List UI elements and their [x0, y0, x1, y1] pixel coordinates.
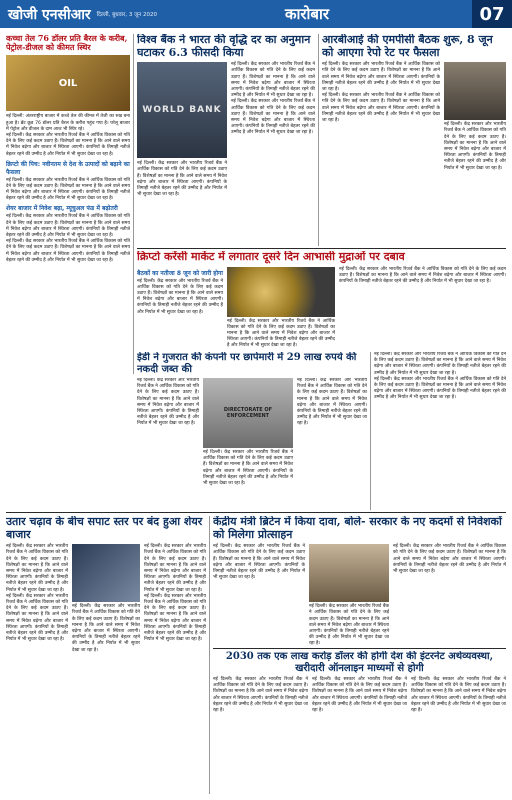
- rbi-body-2: नई दिल्ली। केंद्र सरकार और भारतीय रिजर्व बैंक ने आर्थिक विकास को गति देने के लिए कई कदम उठाए हैं। विशेषज्ञों का मानना है कि आने वाले समय में निवेश बढ़ेगा और बाजार में स्थिरता आएगी। कंपनियों के तिमाही नतीजे बेहतर रहने की उम्मीद है और निर्यात में भी सुधार देखा जा रहा है।: [322, 93, 440, 123]
- right-mid-body-2: नई दिल्ली। केंद्र सरकार और भारतीय रिजर्व बैंक ने आर्थिक विकास को गति देने के लिए कई कदम उठाए हैं। विशेषज्ञों का मानना है कि आने वाले समय में निवेश बढ़ेगा और बाजार में स्थिरता आएगी। कंपनियों के तिमाही नतीजे बेहतर रहने की उम्मीद है और निर्यात में भी सुधार देखा जा रहा है।: [374, 376, 506, 401]
- oil-body: नई दिल्ली: अंतरराष्ट्रीय बाजार में कच्चे तेल की कीमत में तेजी का रुख बना हुआ है। ब्रेंट क्रूड 76 डॉलर प्रति बैरल के करीब पहुंच गया है। घरेलू बाजार में पेट्रोल और डीजल के दाम आज भी स्थिर रहे।: [6, 114, 130, 132]
- market-headline: उतार चढ़ाव के बीच सपाट स्तर पर बंद हुआ शेयर बाजार: [6, 516, 203, 541]
- ed-headline: ईडी ने गुजरात की कंपनी पर छापेमारी में 29 लाख रुपये की नकदी जब्त की: [137, 352, 357, 374]
- divider: [209, 516, 210, 794]
- ed-headline-wrap: [137, 352, 367, 374]
- market-body-3b: नई दिल्ली। केंद्र सरकार और भारतीय रिजर्व बैंक ने आर्थिक विकास को गति देने के लिए कई कदम उठाए हैं। विशेषज्ञों का मानना है कि आने वाले समय में निवेश बढ़ेगा और बाजार में स्थिरता आएगी। कंपनियों के तिमाही नतीजे बेहतर रहने की उम्मीद है और निर्यात में भी सुधार देखा जा रहा है।: [144, 593, 206, 643]
- crypto-pitch-subhead: क्रिप्टो की पिच: नवीनतम से देश के उत्पादों को बढ़ाने का फैसला: [6, 160, 130, 176]
- crypto-pitch-body: नई दिल्ली। केंद्र सरकार और भारतीय रिजर्व बैंक ने आर्थिक विकास को गति देने के लिए कई कदम उठाए हैं। विशेषज्ञों का मानना है कि आने वाले समय में निवेश बढ़ेगा और बाजार में स्थिरता आएगी। कंपनियों के तिमाही नतीजे बेहतर रहने की उम्मीद है और निर्यात में भी सुधार देखा जा रहा है।: [6, 177, 130, 202]
- world-bank-body-2: नई दिल्ली। केंद्र सरकार और भारतीय रिजर्व बैंक ने आर्थिक विकास को गति देने के लिए कई कदम उठाए हैं। विशेषज्ञों का मानना है कि आने वाले समय में निवेश बढ़ेगा और बाजार में स्थिरता आएगी। कंपनियों के तिमाही नतीजे बेहतर रहने की उम्मीद है और निर्यात में भी सुधार देखा जा रहा है।: [231, 62, 315, 99]
- crypto-headline: क्रिप्टो करेंसी मार्केट में लगातार दूसरे दिन आभासी मुद्राओं पर दबाव: [137, 251, 405, 263]
- page-number: 07: [472, 0, 512, 28]
- world-bank-body-3: नई दिल्ली। केंद्र सरकार और भारतीय रिजर्व बैंक ने आर्थिक विकास को गति देने के लिए कई कदम उठाए हैं। विशेषज्ञों का मानना है कि आने वाले समय में निवेश बढ़ेगा और बाजार में स्थिरता आएगी। कंपनियों के तिमाही नतीजे बेहतर रहने की उम्मीद है और निर्यात में भी सुधार देखा जा रहा है।: [231, 99, 315, 136]
- oil-barrels-image: OIL: [6, 55, 130, 111]
- world-bank-image: WORLD BANK: [137, 62, 227, 158]
- mutual-fund-subhead: शेयर बाजार में निवेश बढ़ा, म्यूचुअल फंड में बढ़ोतरी: [6, 205, 118, 213]
- ed-story: [137, 378, 367, 508]
- divider: [370, 352, 371, 510]
- crypto-coins-image: [227, 267, 335, 317]
- world-bank-body-1: नई दिल्ली। केंद्र सरकार और भारतीय रिजर्व बैंक ने आर्थिक विकास को गति देने के लिए कई कदम उठाए हैं। विशेषज्ञों का मानना है कि आने वाले समय में निवेश बढ़ेगा और बाजार में स्थिरता आएगी। कंपनियों के तिमाही नतीजे बेहतर रहने की उम्मीद है और निर्यात में भी सुधार देखा जा रहा है।: [137, 161, 227, 198]
- mutual-fund-body: नई दिल्ली। केंद्र सरकार और भारतीय रिजर्व बैंक ने आर्थिक विकास को गति देने के लिए कई कदम उठाए हैं। विशेषज्ञों का मानना है कि आने वाले समय में निवेश बढ़ेगा और बाजार में स्थिरता आएगी। कंपनियों के तिमाही नतीजे बेहतर रहने की उम्मीद है और निर्यात में भी सुधार देखा जा रहा है।: [6, 214, 130, 238]
- minister-body-3: नई दिल्ली। केंद्र सरकार और भारतीय रिजर्व बैंक ने आर्थिक विकास को गति देने के लिए कई कदम उठाए हैं। विशेषज्ञों का मानना है कि आने वाले समय में निवेश बढ़ेगा और बाजार में स्थिरता आएगी। कंपनियों के तिमाही नतीजे बेहतर रहने की उम्मीद है और निर्यात में भी सुधार देखा जा रहा है।: [393, 544, 506, 575]
- crypto-body-3: नई दिल्ली। केंद्र सरकार और भारतीय रिजर्व बैंक ने आर्थिक विकास को गति देने के लिए कई कदम उठाए हैं। विशेषज्ञों का मानना है कि आने वाले समय में निवेश बढ़ेगा और बाजार में स्थिरता आएगी। कंपनियों के तिमाही नतीजे बेहतर रहने की उम्मीद है और निर्यात में भी सुधार देखा जा रहा है।: [339, 266, 506, 285]
- ed-body-3: नई दिल्ली। केंद्र सरकार और भारतीय रिजर्व बैंक ने आर्थिक विकास को गति देने के लिए कई कदम उठाए हैं। विशेषज्ञों का मानना है कि आने वाले समय में निवेश बढ़ेगा और बाजार में स्थिरता आएगी। कंपनियों के तिमाही नतीजे बेहतर रहने की उम्मीद है और निर्यात में भी सुधार देखा जा रहा है।: [297, 378, 367, 427]
- minister-story: [213, 516, 506, 646]
- rbi-governor-photo: [444, 62, 506, 120]
- rbi-body-3: नई दिल्ली। केंद्र सरकार और भारतीय रिजर्व बैंक ने आर्थिक विकास को गति देने के लिए कई कदम उठाए हैं। विशेषज्ञों का मानना है कि आने वाले समय में निवेश बढ़ेगा और बाजार में स्थिरता आएगी। कंपनियों के तिमाही नतीजे बेहतर रहने की उम्मीद है और निर्यात में भी सुधार देखा जा रहा है।: [444, 122, 506, 171]
- section-rule: [137, 248, 506, 249]
- market-chart-image: [72, 544, 140, 602]
- section-rule: [213, 648, 506, 649]
- section-rule: [6, 512, 506, 513]
- mutual-fund-body-2: नई दिल्ली। केंद्र सरकार और भारतीय रिजर्व बैंक ने आर्थिक विकास को गति देने के लिए कई कदम उठाए हैं। विशेषज्ञों का मानना है कि आने वाले समय में निवेश बढ़ेगा और बाजार में स्थिरता आएगी। कंपनियों के तिमाही नतीजे बेहतर रहने की उम्मीद है और निर्यात में भी सुधार देखा जा रहा है।: [6, 239, 130, 263]
- world-bank-story: [137, 34, 315, 246]
- crypto-body-1: नई दिल्ली। केंद्र सरकार और भारतीय रिजर्व बैंक ने आर्थिक विकास को गति देने के लिए कई कदम उठाए हैं। विशेषज्ञों का मानना है कि आने वाले समय में निवेश बढ़ेगा और बाजार में स्थिरता आएगी। कंपनियों के तिमाही नतीजे बेहतर रहने की उम्मीद है और निर्यात में भी सुधार देखा जा रहा है।: [137, 278, 223, 315]
- market-body-1b: नई दिल्ली। केंद्र सरकार और भारतीय रिजर्व बैंक ने आर्थिक विकास को गति देने के लिए कई कदम उठाए हैं। विशेषज्ञों का मानना है कि आने वाले समय में निवेश बढ़ेगा और बाजार में स्थिरता आएगी। कंपनियों के तिमाही नतीजे बेहतर रहने की उम्मीद है और निर्यात में भी सुधार देखा जा रहा है।: [6, 593, 68, 643]
- rbi-story: [322, 34, 506, 246]
- section-title: कारोबार: [284, 5, 329, 23]
- minister-photo: [309, 544, 389, 602]
- edition-date: दिल्ली, बुधवार, 3 जून 2020: [96, 12, 157, 18]
- rbi-headline: आरबीआई की एमपीसी बैठक शुरू, 8 जून को आएगा रेपो रेट पर फैसला: [322, 34, 493, 59]
- masthead: [0, 0, 512, 28]
- ed-body-2: नई दिल्ली। केंद्र सरकार और भारतीय रिजर्व बैंक ने आर्थिक विकास को गति देने के लिए कई कदम उठाए हैं। विशेषज्ञों का मानना है कि आने वाले समय में निवेश बढ़ेगा और बाजार में स्थिरता आएगी। कंपनियों के तिमाही नतीजे बेहतर रहने की उम्मीद है और निर्यात में भी सुधार देखा जा रहा है।: [203, 450, 293, 486]
- market-body-3: नई दिल्ली। केंद्र सरकार और भारतीय रिजर्व बैंक ने आर्थिक विकास को गति देने के लिए कई कदम उठाए हैं। विशेषज्ञों का मानना है कि आने वाले समय में निवेश बढ़ेगा और बाजार में स्थिरता आएगी। कंपनियों के तिमाही नतीजे बेहतर रहने की उम्मीद है और निर्यात में भी सुधार देखा जा रहा है।: [144, 544, 206, 593]
- crypto-subhead: बैठकों का नतीजा 8 जून को जारी होगा: [137, 269, 223, 277]
- minister-body-1: नई दिल्ली। केंद्र सरकार और भारतीय रिजर्व बैंक ने आर्थिक विकास को गति देने के लिए कई कदम उठाए हैं। विशेषज्ञों का मानना है कि आने वाले समय में निवेश बढ़ेगा और बाजार में स्थिरता आएगी। कंपनियों के तिमाही नतीजे बेहतर रहने की उम्मीद है और निर्यात में भी सुधार देखा जा रहा है।: [213, 544, 305, 581]
- brand-title: खोजी एनसीआर: [8, 6, 91, 23]
- world-bank-headline: विश्व बैंक ने भारत की वृद्धि दर का अनुमान घटाकर 6.3 फीसदी किया: [137, 34, 311, 59]
- crypto-story: [137, 251, 506, 351]
- divider: [133, 34, 134, 374]
- ed-office-image: DIRECTORATE OF ENFORCEMENT: [203, 378, 293, 448]
- market-body-2: नई दिल्ली। केंद्र सरकार और भारतीय रिजर्व बैंक ने आर्थिक विकास को गति देने के लिए कई कदम उठाए हैं। विशेषज्ञों का मानना है कि आने वाले समय में निवेश बढ़ेगा और बाजार में स्थिरता आएगी। कंपनियों के तिमाही नतीजे बेहतर रहने की उम्मीद है और निर्यात में भी सुधार देखा जा रहा है।: [72, 604, 140, 653]
- crypto-body-2: नई दिल्ली। केंद्र सरकार और भारतीय रिजर्व बैंक ने आर्थिक विकास को गति देने के लिए कई कदम उठाए हैं। विशेषज्ञों का मानना है कि आने वाले समय में निवेश बढ़ेगा और बाजार में स्थिरता आएगी। कंपनियों के तिमाही नतीजे बेहतर रहने की उम्मीद है और निर्यात में भी सुधार देखा जा रहा है।: [227, 318, 335, 349]
- internet-economy-headline: 2030 तक एक लाख करोड़ डॉलर की होगी देश की इंटरनेट अर्थव्यवस्था, खरीदारी ऑनलाइन माध्यमों से होगी: [225, 651, 494, 674]
- internet-body-1: नई दिल्ली। केंद्र सरकार और भारतीय रिजर्व बैंक ने आर्थिक विकास को गति देने के लिए कई कदम उठाए हैं। विशेषज्ञों का मानना है कि आने वाले समय में निवेश बढ़ेगा और बाजार में स्थिरता आएगी। कंपनियों के तिमाही नतीजे बेहतर रहने की उम्मीद है और निर्यात में भी सुधार देखा जा रहा है।: [213, 677, 308, 713]
- ed-body-1: नई दिल्ली। केंद्र सरकार और भारतीय रिजर्व बैंक ने आर्थिक विकास को गति देने के लिए कई कदम उठाए हैं। विशेषज्ञों का मानना है कि आने वाले समय में निवेश बढ़ेगा और बाजार में स्थिरता आएगी। कंपनियों के तिमाही नतीजे बेहतर रहने की उम्मीद है और निर्यात में भी सुधार देखा जा रहा है।: [137, 378, 199, 427]
- oil-body-2: नई दिल्ली। केंद्र सरकार और भारतीय रिजर्व बैंक ने आर्थिक विकास को गति देने के लिए कई कदम उठाए हैं। विशेषज्ञों का मानना है कि आने वाले समय में निवेश बढ़ेगा और बाजार में स्थिरता आएगी। कंपनियों के तिमाही नतीजे बेहतर रहने की उम्मीद है और निर्यात में भी सुधार देखा जा रहा है।: [6, 132, 130, 157]
- divider: [318, 34, 319, 246]
- right-mid-story: [374, 352, 506, 510]
- market-story: [6, 516, 206, 794]
- internet-economy-story: [213, 651, 506, 794]
- internet-body-2: नई दिल्ली। केंद्र सरकार और भारतीय रिजर्व बैंक ने आर्थिक विकास को गति देने के लिए कई कदम उठाए हैं। विशेषज्ञों का मानना है कि आने वाले समय में निवेश बढ़ेगा और बाजार में स्थिरता आएगी। कंपनियों के तिमाही नतीजे बेहतर रहने की उम्मीद है और निर्यात में भी सुधार देखा जा रहा है।: [312, 677, 407, 713]
- minister-headline: केंद्रीय मंत्री ब्रिटेन में किया दावा, बोले- सरकार के नए कदमों से निवेशकों को मिलेगा प्रोत्साहन: [213, 516, 502, 541]
- internet-body-3: नई दिल्ली। केंद्र सरकार और भारतीय रिजर्व बैंक ने आर्थिक विकास को गति देने के लिए कई कदम उठाए हैं। विशेषज्ञों का मानना है कि आने वाले समय में निवेश बढ़ेगा और बाजार में स्थिरता आएगी। कंपनियों के तिमाही नतीजे बेहतर रहने की उम्मीद है और निर्यात में भी सुधार देखा जा रहा है।: [411, 677, 506, 713]
- left-column: [6, 34, 130, 374]
- right-mid-body-1: नई दिल्ली। केंद्र सरकार और भारतीय रिजर्व बैंक ने आर्थिक विकास को गति देने के लिए कई कदम उठाए हैं। विशेषज्ञों का मानना है कि आने वाले समय में निवेश बढ़ेगा और बाजार में स्थिरता आएगी। कंपनियों के तिमाही नतीजे बेहतर रहने की उम्मीद है और निर्यात में भी सुधार देखा जा रहा है।: [374, 352, 506, 376]
- market-body-1: नई दिल्ली। केंद्र सरकार और भारतीय रिजर्व बैंक ने आर्थिक विकास को गति देने के लिए कई कदम उठाए हैं। विशेषज्ञों का मानना है कि आने वाले समय में निवेश बढ़ेगा और बाजार में स्थिरता आएगी। कंपनियों के तिमाही नतीजे बेहतर रहने की उम्मीद है और निर्यात में भी सुधार देखा जा रहा है।: [6, 544, 68, 593]
- oil-headline: कच्चा तेल 76 डॉलर प्रति बैरल के करीब, पेट्रोल-डीजल को कीमत स्थिर: [6, 34, 128, 53]
- rbi-body-1: नई दिल्ली। केंद्र सरकार और भारतीय रिजर्व बैंक ने आर्थिक विकास को गति देने के लिए कई कदम उठाए हैं। विशेषज्ञों का मानना है कि आने वाले समय में निवेश बढ़ेगा और बाजार में स्थिरता आएगी। कंपनियों के तिमाही नतीजे बेहतर रहने की उम्मीद है और निर्यात में भी सुधार देखा जा रहा है।: [322, 62, 440, 93]
- minister-body-2: नई दिल्ली। केंद्र सरकार और भारतीय रिजर्व बैंक ने आर्थिक विकास को गति देने के लिए कई कदम उठाए हैं। विशेषज्ञों का मानना है कि आने वाले समय में निवेश बढ़ेगा और बाजार में स्थिरता आएगी। कंपनियों के तिमाही नतीजे बेहतर रहने की उम्मीद है और निर्यात में भी सुधार देखा जा रहा है।: [309, 604, 389, 646]
